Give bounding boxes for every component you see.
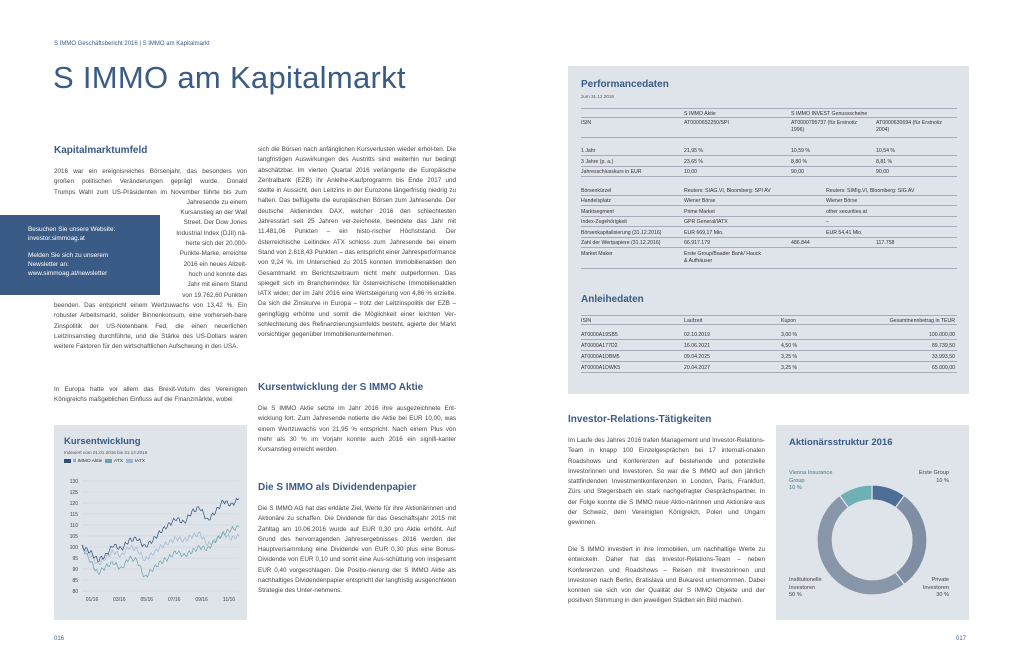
bonds-header-row — [581, 315, 957, 325]
performance-cell-label: Marktsegment — [581, 208, 614, 215]
ir-para1: Im Laufe des Jahres 2016 trafen Management und Investor-Relations-Team in knapp 100 Einzelgesprächen bei 17 internati-onalen Roadshows und Konferenzen auf bestehende und potenzielle Investorinnen und Investoren. So war die S IMMO auf den jährlich stattfindenden Investmentkonferenzen in London, Paris, Frankfurt, Zürs und Stegersbach ein stark nachgefragter Gesprächspartner. In der Folge konnte die S IMMO neue Aktio-närinnen und Aktionäre aus der Schweiz, dem Vereinigten Königreich, Polen und Ungarn gewinnen. — [568, 437, 765, 527]
pie-label-vig: Vienna Insurance Group 10 % — [789, 470, 833, 491]
bonds-cell: AT0000A1DBM5 — [581, 354, 620, 360]
performance-row — [581, 228, 957, 238]
chart-legend — [64, 459, 145, 464]
performance-cell-a: 21,95 % — [684, 148, 704, 154]
performance-cell-c: AT0000630694 (für Erstnotiz 2004) — [876, 120, 942, 133]
performance-cell-c: 10,54 % — [876, 148, 896, 154]
para1-line: Industrial Index (DJII) nä- — [176, 229, 247, 237]
bonds-cell: 20.04.2027 — [684, 365, 710, 371]
performance-cell-c: 90,00 — [876, 169, 889, 175]
page-number-left: 016 — [54, 636, 65, 642]
performance-cell-b: Reuters: SIMIg.VI, Bloomberg: SIG AV — [826, 187, 915, 194]
y-tick-label: 80 — [72, 588, 78, 595]
para1-line: Trumps Wahl zum US-Präsidenten im November führte bis zum — [54, 188, 247, 196]
para1-rest: beenden. Das entspricht einem Wertzuwachs von 13,42 %. Ein robuster Arbeitsmarkt, solider Binnenkonsum, eine vorherseh-bare Zinspolitik der US-Notenbank Fed, die einen neuerlichen Leitzinsanstieg durchführte, und die Stärke des US-Dollars waren weitere Faktoren für den wirtschaftlichen Aufschwung in den USA. — [54, 302, 247, 351]
line-chart — [54, 473, 247, 613]
x-tick-label: 07/16 — [167, 597, 181, 603]
bonds-cell: 3,25 % — [781, 365, 798, 371]
x-tick-label: 09/16 — [195, 597, 208, 603]
para1-line: von 19.762,60 Punkten — [182, 291, 247, 299]
y-tick-label: 125 — [69, 489, 78, 496]
para1-line: Kursanstieg an der Wall — [180, 209, 247, 217]
performance-cell-label: Jahresschlusskurs in EUR — [581, 169, 642, 175]
bonds-cell: 3,25 % — [781, 354, 798, 360]
y-tick-label: 100 — [69, 544, 78, 551]
para1-line: 2016 war ein ereignisreiches Börsenjahr, das besonders von — [54, 168, 247, 175]
col-header-aktie: S IMMO Aktie — [684, 111, 716, 117]
page-title: S IMMO am Kapitalmarkt — [53, 60, 406, 95]
section-heading-dividende: Die S IMMO als Dividendenpapier — [258, 482, 417, 493]
para1-line: hoch und konnte das — [188, 270, 247, 278]
bonds-cell: AT0000A19SB5 — [581, 332, 618, 338]
callout-line4: Newsletter an: — [28, 261, 69, 268]
performance-cell-a: Prime Market — [684, 208, 715, 215]
website-link[interactable]: investor.simmoag.at — [28, 235, 85, 242]
performance-cell-b: AT0000795737 (für Erstnotiz 1996) — [791, 120, 857, 133]
bonds-cell: 100.000,00 — [929, 332, 955, 338]
x-tick-label: 05/16 — [140, 597, 154, 603]
performance-cell-c: 8,81 % — [876, 158, 893, 165]
performance-row — [581, 207, 957, 217]
performance-row — [581, 157, 957, 167]
para1-line: 2016 ein neues Allzeit- — [183, 260, 247, 268]
para1-line: Jahresende zu einem — [186, 198, 247, 206]
page-number-right: 017 — [956, 636, 967, 642]
performance-cell-a: Wiener Börse — [684, 198, 716, 204]
performance-cell-b: other securities.at — [826, 208, 867, 215]
performance-row — [581, 146, 957, 156]
section-heading-ir: Investor-Relations-Tätigkeiten — [568, 414, 712, 425]
performance-cell-a: Erste Group/Baader Bank/ Hauck & Aufhäuser — [684, 250, 761, 264]
performance-cell-a: 66.917.179 — [684, 240, 710, 246]
legend-item-simmo: S IMMO Aktie — [64, 459, 102, 464]
performance-row — [581, 167, 957, 177]
pie-label-erste: Erste Group 10 % — [918, 470, 949, 484]
col2-para2: Die S IMMO Aktie setzte im Jahr 2016 ihre ausgezeichnete Ent-wicklung fort. Zum Jahresende notierte die Aktie bei EUR 10,00, was einem Wertzuwachs von 21,95 % entspricht. Nach einem Plus von mehr als 30 % im Vorjahr konnte auch 2016 ein signifi-kanter Kursanstieg erreicht werden. — [258, 405, 456, 454]
performance-row — [581, 186, 957, 196]
performance-cell-a: AT0000652250/SPI — [684, 120, 729, 126]
performance-cell-b: 8,80 % — [791, 158, 808, 165]
performance-cell-a: GPR General/IATX — [684, 219, 728, 225]
bonds-row — [581, 330, 957, 340]
performance-header-row — [581, 108, 957, 118]
performance-cell-b: 10,59 % — [791, 148, 811, 154]
bonds-heading: Anleihedaten — [581, 294, 644, 305]
section-heading-kursentwicklung: Kursentwicklung der S IMMO Aktie — [258, 382, 424, 393]
performance-cell-b: – — [826, 219, 829, 225]
legend-item-atx: ATX — [105, 459, 123, 464]
bonds-cell: 02.10.2019 — [684, 332, 710, 338]
performance-asof: zum 31.12.2016 — [581, 94, 614, 99]
performance-cell-b: 90,00 — [791, 169, 804, 175]
performance-row — [581, 196, 957, 206]
y-tick-label: 115 — [70, 511, 78, 518]
performance-cell-label: Zahl der Wertpapiere (31.12.2016) — [581, 240, 661, 246]
performance-cell-b: Wiener Börse — [826, 198, 858, 204]
performance-cell-label: ISIN — [581, 120, 592, 126]
bonds-cell: 4,50 % — [781, 343, 798, 349]
pie-slice-private-investoren — [896, 496, 927, 585]
bonds-row — [581, 341, 957, 351]
para1-line: großen politischen Veränderungen geprägt wurde. Donald — [54, 178, 247, 186]
bonds-cell: 89.739,50 — [931, 343, 955, 349]
aktionaersstruktur-box — [776, 425, 969, 620]
bonds-cell: 09.04.2025 — [684, 354, 710, 360]
performance-cell-b: EUR 54,41 Mio. — [826, 229, 863, 236]
ir-para2: Die S IMMO investiert in ihre Immobilien, um nachhaltige Werte zu entwickeln. Daher hat das Investor-Relations-Team – neben Konferenzen und Roadshows – Reisen mit Investorinnen und Investoren nach Berlin, Bratislava und Bukarest unternommen. Dabei konnten sie sich von der Qualität der S IMMO Objekte und der positiven Stimmung in den jeweiligen Städten ein Bild machen. — [568, 546, 765, 605]
bonds-cell: Kupon — [781, 318, 797, 324]
y-tick-label: 105 — [69, 533, 78, 540]
performance-cell-b: 486.844 — [791, 240, 810, 246]
series-line-iatx — [82, 531, 239, 564]
performance-cell-label: 3 Jahre (p. a.) — [581, 158, 614, 165]
performance-row — [581, 217, 957, 227]
bonds-row — [581, 363, 957, 373]
performance-row — [581, 118, 957, 138]
performance-row — [581, 249, 957, 269]
performance-cell-label: Market Maker — [581, 250, 613, 257]
para2: In Europa hatte vor allem das Brexit-Votum des Vereinigten Königreichs maßgeblichen Einfluss auf die Finanzmärkte, wobei — [54, 386, 247, 404]
y-tick-label: 110 — [70, 522, 78, 529]
pie-title: Aktionärsstruktur 2016 — [789, 437, 893, 448]
x-tick-label: 01/16 — [85, 597, 99, 603]
bonds-cell: AT0000A177D2 — [581, 343, 618, 349]
newsletter-link[interactable]: www.simmoag.at/newsletter — [28, 270, 108, 277]
y-tick-label: 90 — [72, 566, 78, 573]
performance-cell-label: Index-Zugehörigkeit — [581, 219, 627, 225]
para1-line: Punkte-Marke, erreichte — [179, 250, 247, 258]
pie-label-private: Private Investoren 30 % — [922, 577, 949, 598]
performance-cell-a: 10,00 — [684, 169, 697, 175]
performance-cell-a: 23,65 % — [684, 158, 704, 165]
y-tick-label: 95 — [72, 555, 78, 562]
kursentwicklung-chart-box — [54, 425, 247, 620]
series-line-s-immo-aktie — [82, 498, 239, 561]
performance-heading: Performancedaten — [581, 79, 669, 90]
performance-row — [581, 238, 957, 248]
callout-line1: Besuchen Sie unsere Website: — [28, 226, 116, 233]
x-tick-label: 03/16 — [113, 597, 126, 603]
performance-cell-label: Börsenkapitalisierung (31.12.2016) — [581, 229, 662, 236]
col-header-genuss: S IMMO INVEST Genussscheine — [791, 111, 868, 117]
website-callout — [0, 215, 160, 295]
performance-cell-a: EUR 669,17 Mio. — [684, 229, 724, 236]
y-tick-label: 120 — [69, 500, 78, 507]
chart-title: Kursentwicklung — [64, 436, 141, 447]
para1-line: Street. Der Dow Jones — [183, 219, 247, 227]
para1-line: Jahr mit einem Stand — [187, 281, 247, 289]
y-tick-label: 130 — [69, 478, 78, 485]
performance-cell-label: Handelsplatz — [581, 198, 611, 204]
series-line-atx — [82, 526, 239, 577]
para1-line: herte sich der 20.000- — [185, 240, 247, 248]
section-heading-kapitalmarktumfeld: Kapitalmarktumfeld — [54, 145, 148, 156]
legend-item-iatx: IATX — [126, 459, 145, 464]
bonds-cell: 33.993,50 — [931, 354, 955, 360]
col2-para1: sich die Börsen nach anfänglichen Kursverlusten wieder erhol-ten. Die langfristigen Auswirkungen des Austritts sind weiterhin nur bedingt abschätzbar. Im vierten Quartal 2016 verlängerte die Europäische Zentralbank (EZB) ihr Anleihe-Kaufprogramm bis Ende 2017 und stellte in Aussicht, den Leitzins in der Eurozone längerfristig niedrig zu halten. Das beflügelte die europäischen Börsen zum Jahresende. Der deutsche Aktienindex DAX, welcher 2016 den schlechtesten Jahresstart seit 25 Jahren ver-zeichnete, beendete das Jahr mit 11.481,06 Punkten – ein histo-rischer Höchststand. Der österreichische Leitindex ATX schloss zum Jahresende bei einem Stand von 2.618,43 Punkten – das entspricht einer Jahresperformance von 9,24 %. Im Unterschied zu 2015 konnten Immobilienaktien den Gesamtmarkt im Berichtszeitraum nicht mehr outperformen. Das spiegelt sich im Branchenindex für österreichische Immobilienaktien IATX wider, der im Jahr 2016 eine Wertsteigerung von 4,86 % erzielte. Da sich die Zinskurve in Europa – trotz der Leitzinspolitik der EZB – geringfügig erhöhte und somit die Möglichkeit einer leichten Ver-schlechterung des Refinanzierungsumfelds besteht, agierte der Markt vorsichtiger gegenüber Immobilienunternehmen. — [258, 146, 456, 339]
callout-line3: Melden Sie sich zu unserem — [28, 252, 109, 259]
bonds-cell: Gesamtnennbetrag in TEUR — [889, 318, 955, 324]
running-header: S IMMO Geschäftsbericht 2016 | S IMMO am Kapitalmarkt — [54, 41, 210, 47]
performance-cell-label: 1 Jahr — [581, 148, 596, 154]
performance-table — [581, 108, 957, 298]
performance-cell-c: 117.758 — [876, 240, 895, 246]
pie-label-institutionelle: Institutionelle Investoren 50 % — [789, 577, 822, 598]
bonds-cell: ISIN — [581, 318, 592, 324]
bonds-cell: Laufzeit — [684, 318, 703, 324]
bonds-row — [581, 352, 957, 362]
performance-cell-label: Börsenkürzel — [581, 187, 612, 194]
bonds-cell: 65.000,00 — [931, 365, 955, 371]
chart-subtitle: Indexiert vom 01.01.2016 bis 31.12.2016 — [64, 450, 148, 455]
performance-box — [568, 66, 969, 394]
x-tick-label: 11/16 — [222, 597, 236, 603]
bonds-cell: AT0000A1DWK5 — [581, 365, 621, 371]
bonds-cell: 16.06.2021 — [684, 343, 710, 349]
col2-para3: Die S IMMO AG hat das erklärte Ziel, Werte für ihre Aktionärinnen und Aktionäre zu schaffen. Die Dividende für das Geschäftsjahr 2015 mit Zahltag am 10.06.2016 wurde auf EUR 0,30 pro Aktie erhöht. Auf Grund des hervorragenden Jahresergebnisses 2016 werden der Hauptversammlung eine Dividende von EUR 0,30 plus eine Bonus-Dividende von EUR 0,10 und somit eine Aus-schüttung von insgesamt EUR 0,40 vorgeschlagen. Die Positio-nierung der S IMMO Aktie als nachhaltiges Dividendenpapier entspricht der langfristig ausgerichteten Strategie des Unter-nehmens. — [258, 505, 456, 595]
bonds-cell: 3,00 % — [781, 332, 798, 338]
performance-cell-a: Reuters: SIAG.VI, Bloomberg: SPI AV — [684, 187, 771, 194]
y-tick-label: 85 — [72, 577, 78, 584]
